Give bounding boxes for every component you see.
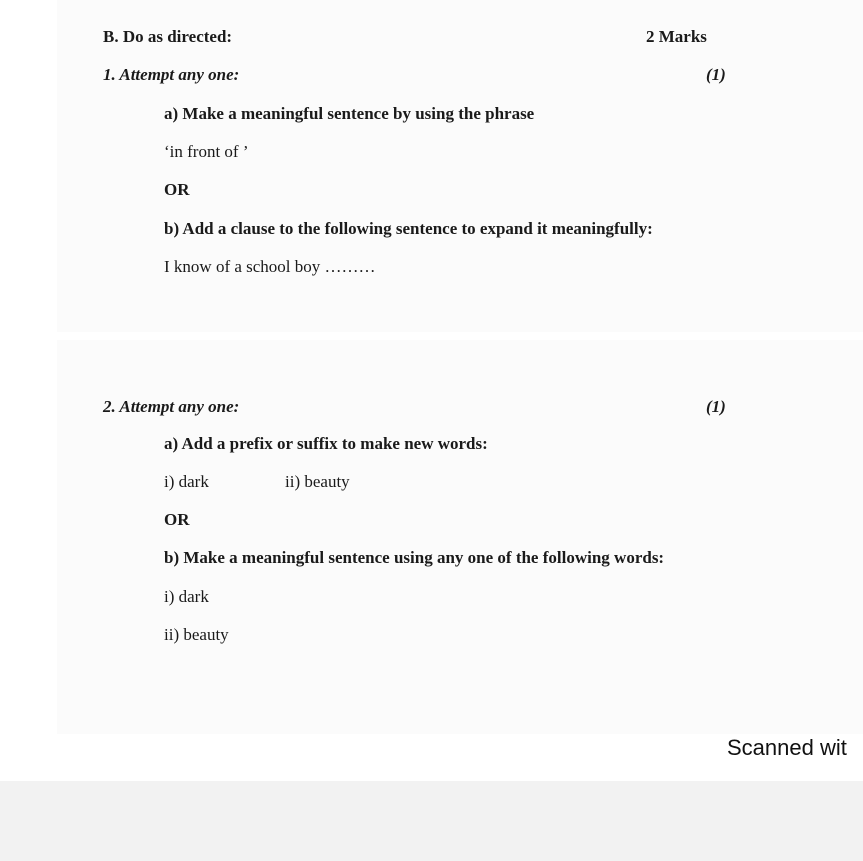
scanner-watermark-text: Scanned wit <box>727 735 847 760</box>
question-2a-word-1: i) dark <box>164 472 209 491</box>
question-2-title: 2. Attempt any one: <box>103 397 240 416</box>
question-2b-prompt: b) Make a meaningful sentence using any one of the following words: <box>164 548 665 567</box>
section-heading: B. Do as directed: <box>103 27 233 46</box>
question-1-title: 1. Attempt any one: <box>103 65 240 84</box>
question-1b-prompt: b) Add a clause to the following sentence to expand it meaningfully: <box>164 219 653 238</box>
question-1b-sentence: I know of a school boy ……… <box>164 257 376 276</box>
question-card-1 <box>57 0 863 332</box>
question-2a-prompt: a) Add a prefix or suffix to make new words: <box>164 434 488 453</box>
section-marks: 2 Marks <box>646 27 707 46</box>
question-2b-word-2: ii) beauty <box>164 625 229 644</box>
question-1-or: OR <box>164 180 190 199</box>
question-1-marks: (1) <box>706 65 726 84</box>
question-2-or: OR <box>164 510 190 529</box>
question-1a-phrase: ‘in front of ’ <box>164 142 249 161</box>
question-2-marks: (1) <box>706 397 726 416</box>
question-1a-prompt: a) Make a meaningful sentence by using the phrase <box>164 104 535 123</box>
question-2b-word-1: i) dark <box>164 587 209 606</box>
question-2a-word-2: ii) beauty <box>285 472 350 491</box>
